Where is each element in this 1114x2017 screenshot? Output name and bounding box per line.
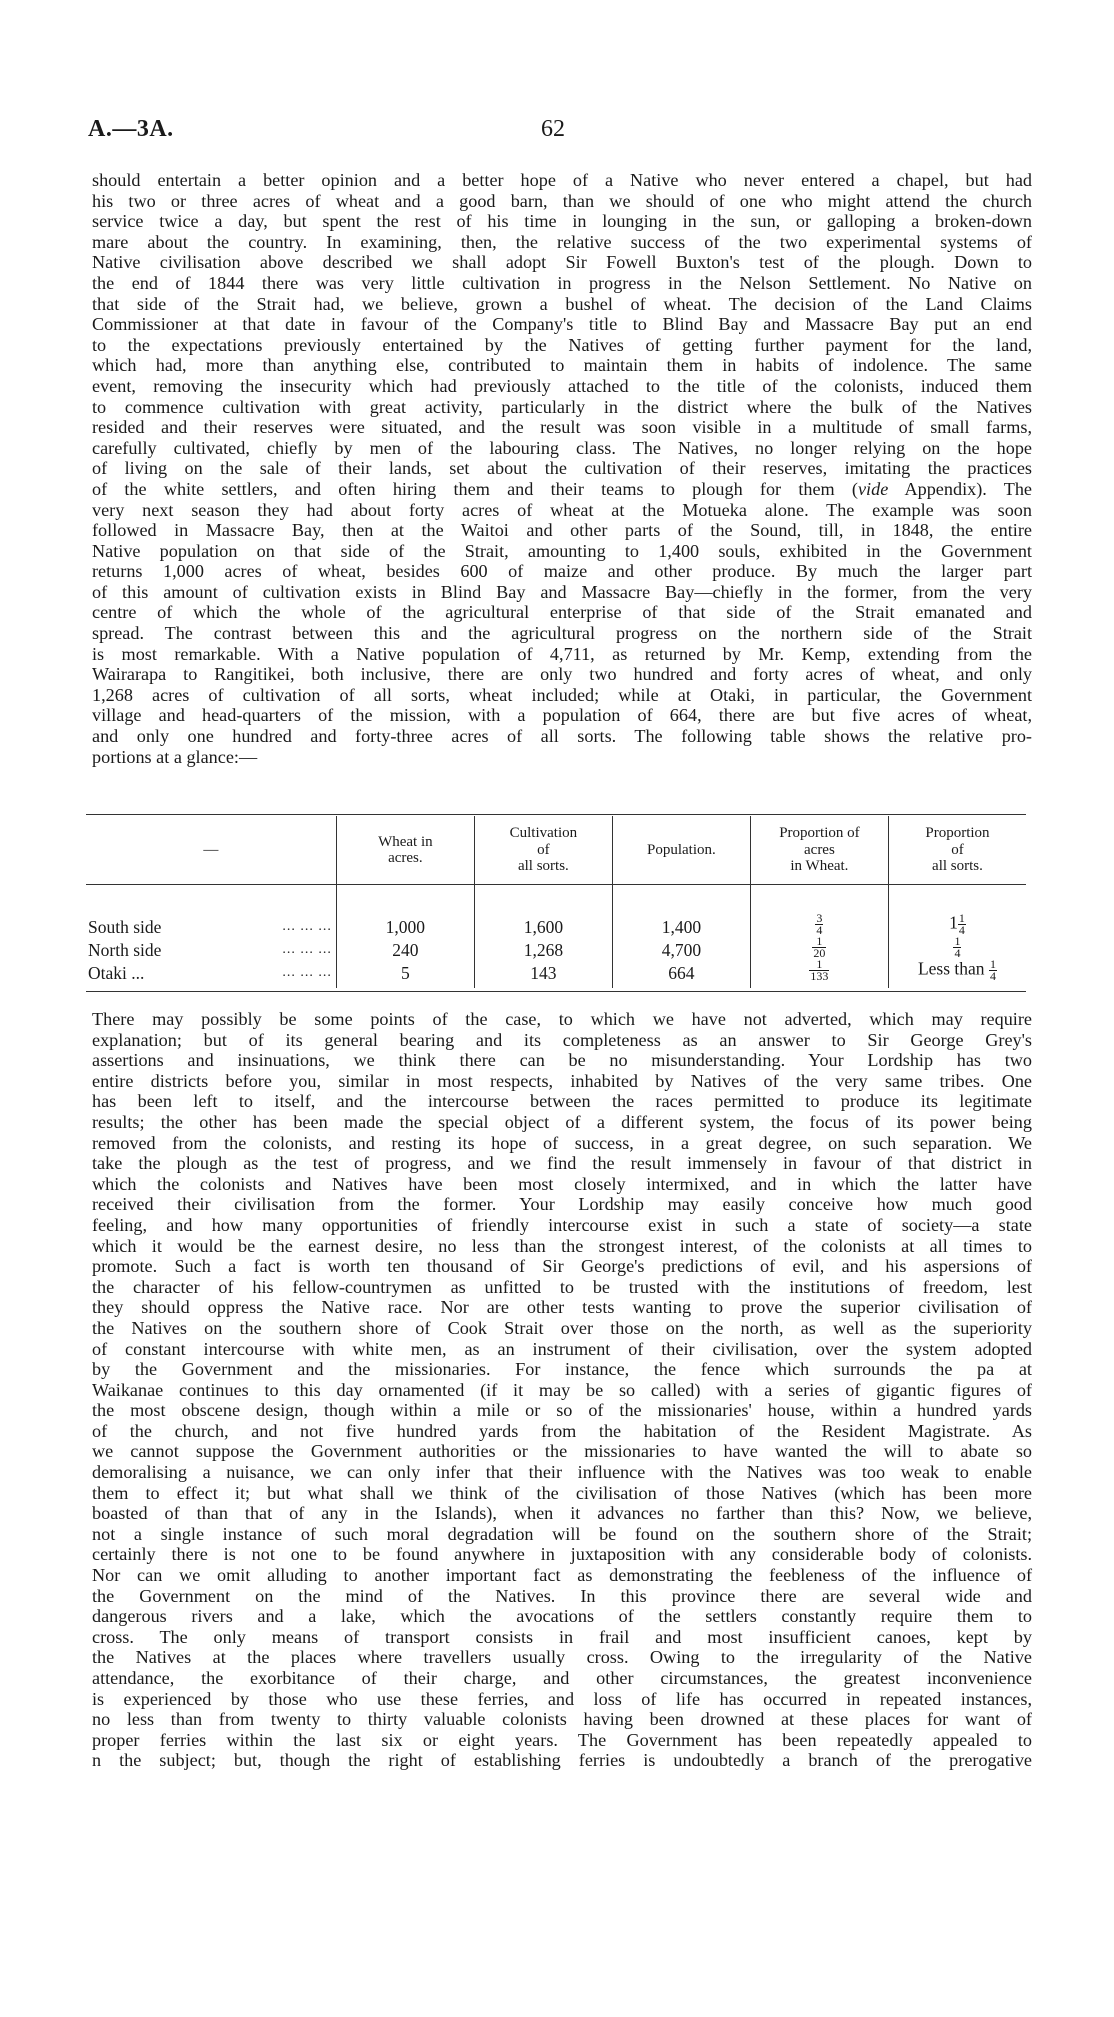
text-line: they should oppress the Native race. Nor are other tests wanting to prove the superior civilisation of [92,1297,1032,1318]
text-line: cross. The only means of transport consists in frail and most insufficient canoes, kept by [92,1626,1032,1647]
proportions-table [86,816,1026,988]
row-proportion-all: Less than $\frac{1}{4}$ [888,959,1026,988]
text-line: of the church, and not five hundred yards from the habitation of the Resident Magistrate. As [92,1420,1032,1441]
table-row [86,959,1026,988]
table-header-proportion-wheat: Proportion of acres in Wheat. [750,816,888,885]
text-line: boasted of than that of any in the Islands), when it advances no farther than this? Now, we believe, [92,1503,1032,1524]
text-line: returns 1,000 acres of wheat, besides 600 of maize and other produce. By much the larger part [92,561,1032,582]
text-line: centre of which the whole of the agricultural enterprise of that side of the Strait emanated and [92,602,1032,623]
row-proportion-all: 1 $\frac{1}{4}$ [888,913,1026,936]
text-line: of this amount of cultivation exists in Blind Bay and Massacre Bay—chiefly in the former, from the very [92,581,1032,602]
page-header [88,116,1018,146]
text-line: no less than from twenty to thirty valuable colonists having been drowned at these places for want of [92,1709,1032,1730]
text-line: certainly there is not one to be found anywhere in juxtaposition with any considerable body of colonists. [92,1544,1032,1565]
text-line: of the white settlers, and often hiring them and their teams to plough for them (vide Appendix). The [92,478,1032,499]
text-line: dangerous rivers and a lake, which the avocations of the settlers constantly require them to [92,1606,1032,1627]
row-wheat: 1,000 [336,913,474,936]
text-line: followed in Massacre Bay, then at the Waitoi and other parts of the Sound, till, in 1848, the entire [92,520,1032,541]
text-line: to the expectations previously entertained by the Natives of getting further payment for the land, [92,334,1032,355]
text-line: is most remarkable. With a Native population of 4,711, as returned by Mr. Kemp, extending from the [92,643,1032,664]
text-line: Native population on that side of the Strait, amounting to 1,400 souls, exhibited in the Government [92,540,1032,561]
text-line: There may possibly be some points of the case, to which we have not adverted, which may require [92,1009,1032,1029]
row-population: 664 [612,959,750,988]
text-line: feeling, and how many opportunities of friendly intercourse exist in such a state of society—a state [92,1214,1032,1235]
text-line: Commissioner at that date in favour of the Company's title to Blind Bay and Massacre Bay put an end [92,314,1032,335]
row-wheat: 5 [336,959,474,988]
row-place: Otaki ... ... ... ... [88,963,332,983]
row-cultivation: 1,268 [474,936,612,959]
text-line: the Natives at the places where travellers usually cross. Owing to the irregularity of the Native [92,1647,1032,1668]
text-line: removed from the colonists, and resting its hope of success, in a great degree, on such separation. We [92,1132,1032,1153]
text-line: of constant intercourse with white men, as an instrument of their civilisation, over the system adopted [92,1338,1032,1359]
row-place: North side ... ... ... [88,940,332,960]
text-line: which had, more than anything else, contributed to maintain them in habits of indolence. The same [92,355,1032,376]
text-line: Native civilisation above described we shall adopt Sir Fowell Buxton's test of the plough. Down to [92,252,1032,273]
table-row [86,913,1026,936]
text-line: the Government on the mind of the Natives. In this province there are several wide and [92,1585,1032,1606]
text-line: Nor can we omit alluding to another important fact as demonstrating the feebleness of the influence of [92,1565,1032,1586]
row-cultivation: 143 [474,959,612,988]
text-line: should entertain a better opinion and a better hope of a Native who never entered a chapel, but had [92,170,1032,190]
document-reference: A.—3A. [88,116,174,142]
table-header-proportion-all: Proportion of all sorts. [888,816,1026,885]
text-line: that side of the Strait had, we believe, grown a bushel of wheat. The decision of the Land Claims [92,293,1032,314]
fraction: $\frac{3}{4}$ [816,911,823,937]
text-line: carefully cultivated, chiefly by men of the labouring class. The Natives, no longer relying on the hope [92,437,1032,458]
text-line: very next season they had about forty acres of wheat at the Motueka alone. The example was soon [92,499,1032,520]
text-line: received their civilisation from the former. Your Lordship may easily conceive how much good [92,1194,1032,1215]
text-line: take the plough as the test of progress, and we find the result immensely in favour of that district in [92,1153,1032,1174]
table-header-cultivation: Cultivation of all sorts. [474,816,612,885]
text-line: to commence cultivation with great activity, particularly in the district where the bulk of the Natives [92,396,1032,417]
fraction: $\frac{1}{20}$ [813,934,826,960]
row-proportion-all [888,936,1026,959]
text-line: n the subject; but, though the right of establishing ferries is undoubtedly a branch of the prerogative [92,1750,1032,1771]
table-header-wheat: Wheat in acres. [336,816,474,885]
text-line: portions at a glance:— [92,746,258,767]
text-line: proper ferries within the last six or eight years. The Government has been repeatedly appealed to [92,1729,1032,1750]
text-line: which the colonists and Natives have been most closely intermixed, and in which the latter have [92,1173,1032,1194]
text-line: the character of his fellow-countrymen as unfitted to be trusted with the institutions of freedom, lest [92,1276,1032,1297]
text-line: his two or three acres of wheat and a good barn, than we should of one who might attend the church [92,190,1032,211]
text-line: demoralising a nuisance, we can only infer that their influence with the Natives was too weak to enable [92,1462,1032,1483]
table-top-rule [86,814,1026,815]
text-line: Wairarapa to Rangitikei, both inclusive, there are only two hundred and forty acres of wheat, and only [92,664,1032,685]
table-bottom-rule [86,991,1026,992]
text-line: spread. The contrast between this and the agricultural progress on the northern side of the Strait [92,623,1032,644]
table-header-population: Population. [612,816,750,885]
text-line: explanation; but of its general bearing and its completeness as an answer to Sir George Grey's [92,1029,1032,1050]
row-cultivation: 1,600 [474,913,612,936]
fraction: $\frac{1}{4}$ [989,957,996,983]
text-line: of living on the sale of their lands, set about the cultivation of their reserves, imitating the practices [92,458,1032,479]
text-line: the end of 1844 there was very little cultivation in progress in the Nelson Settlement. No Native on [92,272,1032,293]
text-line: mare about the country. In examining, then, the relative success of the two experimental systems of [92,231,1032,252]
text-line: and only one hundred and forty-three acres of all sorts. The following table shows the relative pro- [92,726,1032,747]
row-proportion-wheat [750,913,888,936]
text-line: promote. Such a fact is worth ten thousand of Sir George's predictions of evil, and his aspersions of [92,1256,1032,1277]
table-row [86,936,1026,959]
text-line: village and head-quarters of the mission, with a population of 664, there are but five acres of wheat, [92,705,1032,726]
row-wheat: 240 [336,936,474,959]
row-place: South side ... ... ... [88,917,332,937]
page-number: 62 [541,116,565,142]
text-line: the Natives on the southern shore of Cook Strait over those on the north, as well as the superiority [92,1317,1032,1338]
row-proportion-wheat [750,959,888,988]
paragraph-1 [92,170,1032,767]
row-population: 1,400 [612,913,750,936]
text-line: resided and their reserves were situated, and the result was soon visible in a multitude of small farms, [92,417,1032,438]
text-line: the most obscene design, though within a mile or so of the missionaries' house, within a hundred yards [92,1400,1032,1421]
text-line: we cannot suppose the Government authorities or the missionaries to have wanted the will to abate so [92,1441,1032,1462]
fraction: $\frac{1}{133}$ [810,957,829,983]
text-line: not a single instance of such moral degradation will be found on the southern shore of the Strait; [92,1523,1032,1544]
text-line: them to effect it; but what shall we think of the civilisation of those Natives (which has been more [92,1482,1032,1503]
text-line: assertions and insinuations, we think there can be no misunderstanding. Your Lordship has two [92,1050,1032,1071]
text-line: which it would be the earnest desire, no less than the strongest interest, of the colonists at all times to [92,1235,1032,1256]
text-line: attendance, the exorbitance of their charge, and other circumstances, the greatest inconvenience [92,1668,1032,1688]
fraction: $\frac{1}{4}$ [954,934,961,960]
table-header-row [86,816,1026,885]
text-line: results; the other has been made the special object of a different system, the focus of its power being [92,1111,1032,1132]
text-line: Waikanae continues to this day ornamented (if it may be so called) with a series of gigantic figures of [92,1379,1032,1400]
text-line: 1,268 acres of cultivation of all sorts, wheat included; while at Otaki, in particular, the Government [92,684,1032,705]
row-population: 4,700 [612,936,750,959]
text-line: has been left to itself, and the intercourse between the races permitted to produce its legitimate [92,1091,1032,1112]
table-header-blank: — [203,841,219,858]
text-line: event, removing the insecurity which had previously attached to the title of the colonists, induced them [92,375,1032,396]
table-spacer-row [86,885,1026,914]
text-line: by the Government and the missionaries. For instance, the fence which surrounds the pa at [92,1359,1032,1380]
text-line: entire districts before you, similar in most respects, inhabited by Natives of the very same tribes. One [92,1070,1032,1091]
fraction: $\frac{1}{4}$ [958,911,965,937]
row-proportion-wheat [750,936,888,959]
paragraph-2 [92,1009,1032,1771]
text-line: is experienced by those who use these ferries, and loss of life has occurred in repeated instances, [92,1688,1032,1709]
text-line: service twice a day, but spent the rest of his time in lounging in the sun, or galloping a broken-down [92,211,1032,232]
